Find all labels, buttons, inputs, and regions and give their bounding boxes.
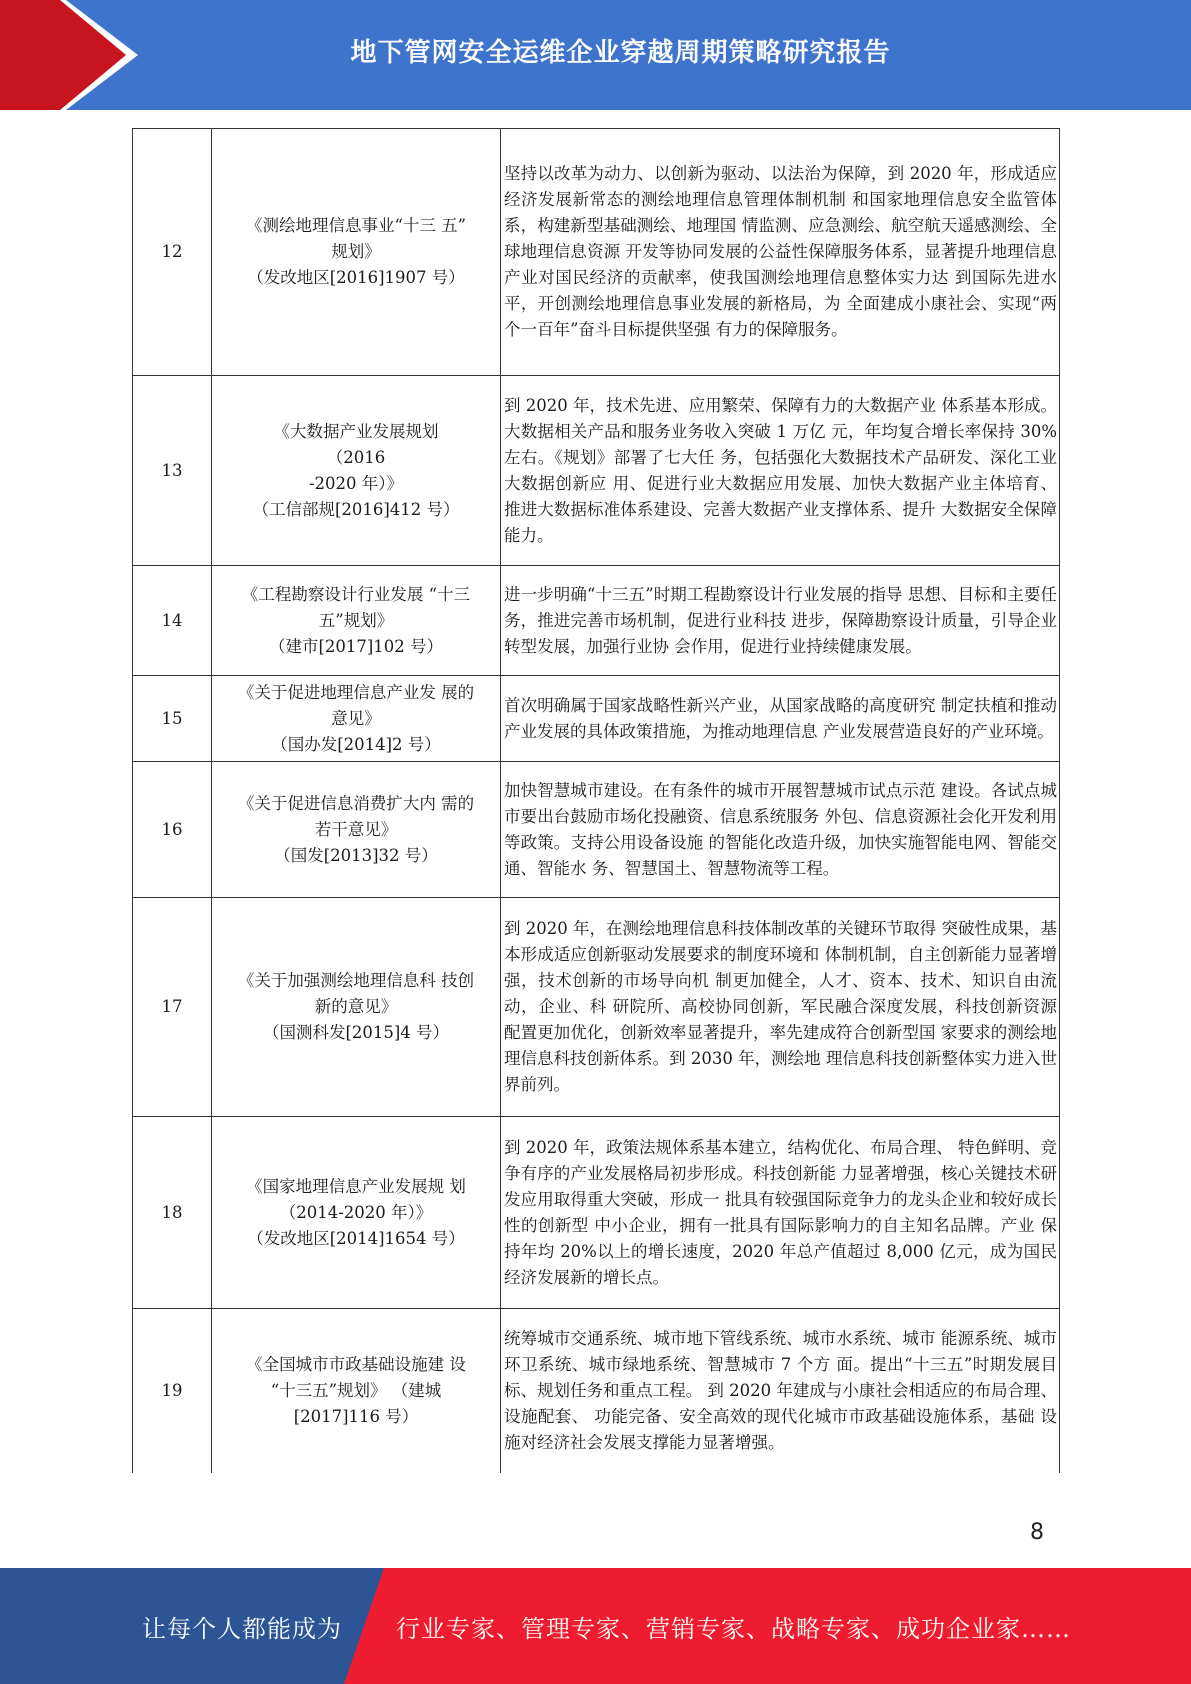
policy-name-line: （2014-2020 年）》 [279, 1202, 433, 1222]
policy-name [212, 898, 501, 1117]
policy-description: 坚持以改革为动力、以创新为驱动、以法治为保障，到 2020 年，形成适应经济发展新常态的测绘地理信息管理体制机制 和国家地理信息安全监管体系，构建新型基础测绘、地理国 情监测、应急测绘、航空航天遥感测绘、全球地理信息资源 开发等协同发展的公益性保障服务体系，显著提升地理信息 产业对国民经济的贡献率，使我国测绘地理信息整体实力达 到国际先进水平，开创测绘地理信息事业发展的新格局，为 全面建成小康社会、实现“两个一百年”奋斗目标提供坚强 有力的保障服务。 [501, 129, 1060, 376]
header-chevron-logo [0, 0, 160, 110]
policy-description: 到 2020 年，在测绘地理信息科技体制改革的关键环节取得 突破性成果，基本形成适应创新驱动发展要求的制度环境和 体制机制，自主创新能力显著增强，技术创新的市场导向机 制更加健全，人才、资本、技术、知识自由流动，企业、科 研院所、高校协同创新，军民融合深度发展，科技创新资源 配置更加优化，创新效率显著提升，率先建成符合创新型国 家要求的测绘地理信息科技创新体系。到 2030 年，测绘地 理信息科技创新整体实力进入世界前列。 [501, 898, 1060, 1117]
policy-name-line: 若干意见》 [314, 819, 398, 839]
policy-name-line: （发改地区[2016]1907 号） [247, 268, 465, 287]
policy-name [212, 129, 501, 376]
policy-name-line: （2016 [326, 447, 386, 467]
policy-description: 进一步明确“十三五”时期工程勘察设计行业发展的指导 思想、目标和主要任务，推进完善市场机制，促进行业科技 进步，保障勘察设计质量，引导企业转型发展，加强行业协 会作用，促进行业持续健康发展。 [501, 566, 1060, 676]
policy-table [132, 128, 1060, 1473]
policy-name-line: 五”规划》 [318, 610, 394, 630]
page-footer [0, 1568, 1191, 1684]
policy-name-line: （国发[2013]32 号） [274, 845, 438, 865]
table-row [133, 566, 1060, 676]
header-title: 地下管网安全运维企业穿越周期策略研究报告 [350, 37, 891, 68]
policy-name [212, 566, 501, 676]
policy-name [212, 376, 501, 566]
policy-name-line: （国测科发[2015]4 号） [262, 1023, 450, 1042]
policy-name-line: 《工程勘察设计行业发展 “十三 [241, 584, 471, 604]
row-number: 14 [133, 566, 212, 676]
policy-description: 到 2020 年，政策法规体系基本建立，结构优化、布局合理、 特色鲜明、竞争有序的产业发展格局初步形成。科技创新能 力显著增强，核心关键技术研发应用取得重大突破，形成一 批具有较强国际竞争力的龙头企业和较好成长性的创新型 中小企业，拥有一批具有国际影响力的自主知名品牌。产业 保持年均 20%以上的增长速度，2020 年总产值超过 8,000 亿元，成为国民经济发展新的增长点。 [501, 1117, 1060, 1309]
policy-name [212, 762, 501, 898]
table-row [133, 898, 1060, 1117]
policy-name-line: 《关于加强测绘地理信息科 技创 [237, 971, 475, 990]
table-row [133, 762, 1060, 898]
policy-name-line: 规划》 [331, 242, 381, 261]
policy-name [212, 1309, 501, 1473]
policy-name-line: 《全国城市市政基础设施建 设 [246, 1354, 466, 1374]
table-row [133, 1117, 1060, 1309]
footer-slogan-left: 让每个人都能成为 [142, 1614, 342, 1643]
page-number: 8 [1030, 1520, 1044, 1545]
row-number: 12 [133, 129, 212, 376]
policy-name-line: 《大数据产业发展规划 [273, 421, 439, 441]
policy-description: 统筹城市交通系统、城市地下管线系统、城市水系统、城市 能源系统、城市环卫系统、城市绿地系统、智慧城市 7 个方 面。提出“十三五”时期发展目标、规划任务和重点工程。 到 2020 年建成与小康社会相适应的布局合理、设施配套、 功能完备、安全高效的现代化城市市政基础设施体系，基础 设施对经济社会发展支撑能力显著增强。 [501, 1309, 1060, 1473]
row-number: 13 [133, 376, 212, 566]
row-number: 15 [133, 676, 212, 762]
page-header [0, 0, 1191, 110]
policy-name-line: [2017]116 号） [293, 1406, 419, 1426]
policy-name-line: 《国家地理信息产业发展规 划 [246, 1176, 466, 1196]
row-number: 16 [133, 762, 212, 898]
table-row [133, 1309, 1060, 1473]
table-row [133, 129, 1060, 376]
policy-name-line: （发改地区[2014]1654 号） [247, 1228, 465, 1248]
policy-description: 到 2020 年，技术先进、应用繁荣、保障有力的大数据产业 体系基本形成。大数据相关产品和服务业务收入突破 1 万亿 元，年均复合增长率保持 30%左右。《规划》部署了七大任 务，包括强化大数据技术产品研发、深化工业大数据创新应 用、促进行业大数据应用发展、加快大数据产业主体培育、 推进大数据标准体系建设、完善大数据产业支撑体系、提升 大数据安全保障能力。 [501, 376, 1060, 566]
policy-name [212, 1117, 501, 1309]
policy-name [212, 676, 501, 762]
row-number: 18 [133, 1117, 212, 1309]
policy-name-line: （国办发[2014]2 号） [271, 734, 441, 754]
table-row [133, 376, 1060, 566]
policy-name-line: （建市[2017]102 号） [268, 636, 444, 656]
policy-name-line: 意见》 [331, 708, 381, 728]
row-number: 19 [133, 1309, 212, 1473]
policy-name-line: 新的意见》 [314, 997, 398, 1016]
table-row [133, 676, 1060, 762]
policy-name-line: 《关于促进地理信息产业发 展的 [237, 682, 475, 702]
policy-name-line: 《关于促进信息消费扩大内 需的 [237, 793, 475, 813]
policy-name-line: -2020 年）》 [308, 473, 404, 493]
policy-name-line: （工信部规[2016]412 号） [252, 499, 460, 519]
footer-slogan-right: 行业专家、管理专家、营销专家、战略专家、成功企业家…… [396, 1614, 1071, 1643]
policy-description: 首次明确属于国家战略性新兴产业，从国家战略的高度研究 制定扶植和推动产业发展的具体政策措施，为推动地理信息 产业发展营造良好的产业环境。 [501, 676, 1060, 762]
row-number: 17 [133, 898, 212, 1117]
policy-name-line: “十三五”规划》 （建城 [270, 1380, 442, 1400]
policy-description: 加快智慧城市建设。在有条件的城市开展智慧城市试点示范 建设。各试点城市要出台鼓励市场化投融资、信息系统服务 外包、信息资源社会化开发利用等政策。支持公用设备设施 的智能化改造升级，加快实施智能电网、智能交通、智能水 务、智慧国土、智慧物流等工程。 [501, 762, 1060, 898]
policy-name-line: 《测绘地理信息事业“十三 五” [245, 216, 467, 235]
